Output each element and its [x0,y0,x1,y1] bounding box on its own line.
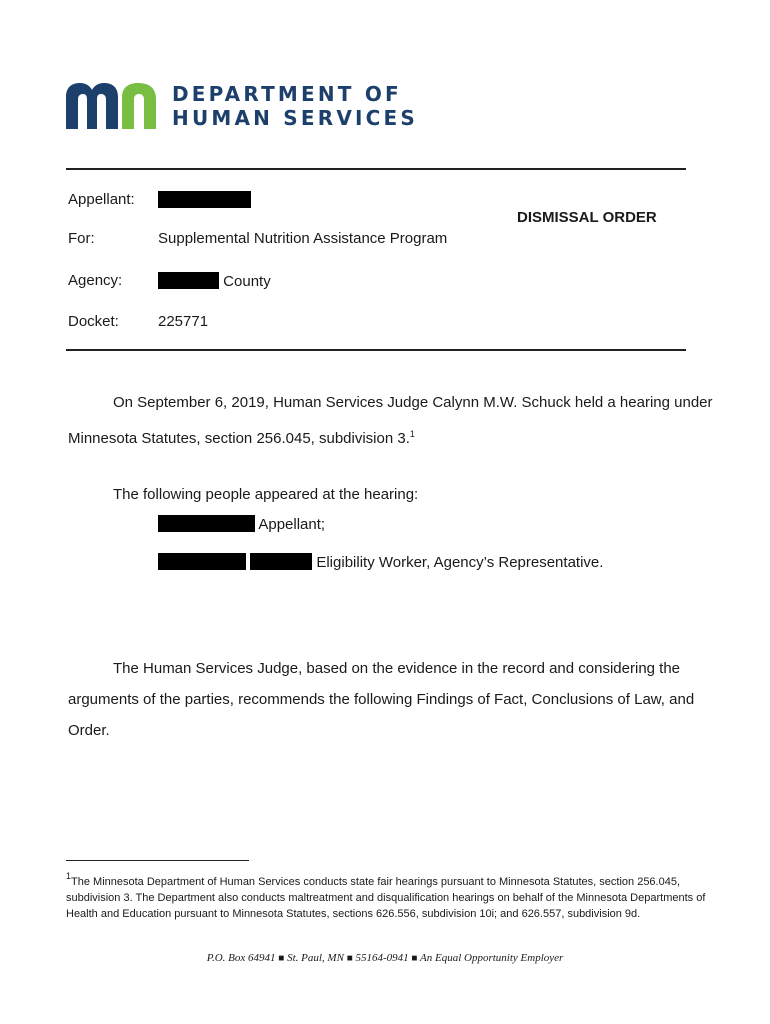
redaction-box [250,553,312,570]
attendee-agency-rep [158,553,603,572]
para3-line2: arguments of the parties, recommends the following Findings of Fact, Conclusions of Law, and [68,691,695,708]
agency-county: County [223,273,271,290]
bottom-divider [66,349,686,351]
logo-line-1: DEPARTMENT OF [172,82,402,106]
for-label: For: [68,230,95,247]
para2-intro: The following people appeared at the hearing: [113,486,419,503]
attendee-role: Appellant; [258,516,326,533]
for-value: Supplemental Nutrition Assistance Program [158,230,448,247]
top-divider [66,168,686,170]
para1-line2 [68,425,415,448]
logo-wordmark [172,82,418,130]
footnote-divider [66,860,249,861]
footer-po-box: P.O. Box 64941 [206,952,276,964]
docket-label: Docket: [68,313,119,330]
redaction-box [158,515,255,532]
appellant-label: Appellant: [68,191,135,208]
dhs-logo [66,82,418,130]
footer-city: St. Paul, MN [287,952,344,964]
footer-separator: ■ [411,953,418,964]
footnote [66,868,706,922]
page-footer [0,952,770,964]
footer-eoe: An Equal Opportunity Employer [420,952,564,964]
attendee-appellant [158,515,325,534]
footer-separator: ■ [278,953,285,964]
footer-separator: ■ [346,953,353,964]
order-title: DISMISSAL ORDER [517,209,657,226]
redaction-box [158,191,251,208]
redaction-box [158,553,246,570]
footnote-ref: 1 [409,429,415,439]
para1-line2-text: Minnesota Statutes, section 256.045, subdivision 3. [68,430,410,447]
para3-line1: The Human Services Judge, based on the evidence in the record and considering the [113,660,681,677]
appellant-value [158,191,251,210]
footer-zip: 55164-0941 [355,952,409,964]
redaction-box [158,272,219,289]
agency-value [158,272,271,291]
footnote-number: 1 [66,871,72,881]
mn-logo-icon [66,83,162,129]
agency-label: Agency: [68,272,123,289]
para1-line1: On September 6, 2019, Human Services Judge Calynn M.W. Schuck held a hearing under [113,394,713,411]
footnote-text: The Minnesota Department of Human Services conducts state fair hearings pursuant to Minnesota Statutes, section 256.045, subdivision 3. The Department also conducts maltreatment and disqualification hearings on behalf of the Minnesota Departments of Health and Education pursuant to Minnesota Statutes, sections 626.556, subdivision 10i; and 626.557, subdivision 9d. [66,876,706,920]
docket-value: 225771 [158,313,209,330]
attendee-role: Eligibility Worker, Agency’s Representative. [316,554,604,571]
logo-line-2: HUMAN SERVICES [172,106,418,130]
para3-line3: Order. [68,722,110,739]
